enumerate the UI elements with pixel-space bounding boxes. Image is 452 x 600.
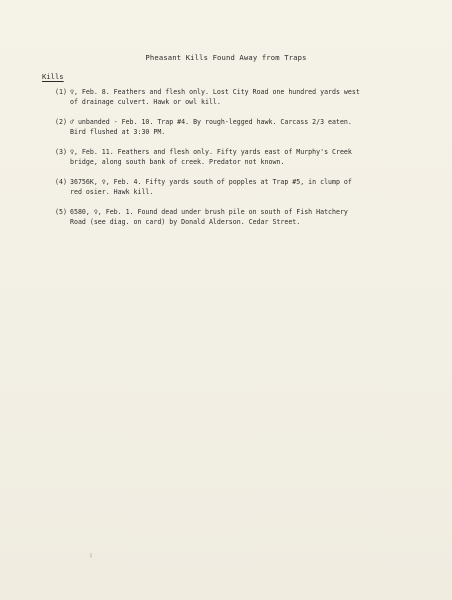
entry-number: (2) (55, 118, 67, 126)
entry-text (70, 178, 400, 197)
entry-number: (5) (55, 208, 67, 216)
list-item (55, 208, 400, 227)
page-title: Pheasant Kills Found Away from Traps (145, 53, 307, 62)
paper-mark (90, 553, 92, 558)
list-item (55, 178, 400, 197)
entry-line: 36756K, ♀, Feb. 4. Fifty yards south of popples at Trap #5, in clump of (70, 178, 352, 186)
entry-line: Road (see diag. on card) by Donald Alderson. Cedar Street. (70, 217, 301, 226)
entry-line: of drainage culvert. Hawk or owl kill. (70, 97, 221, 106)
list-item (55, 118, 400, 137)
kills-list (55, 88, 400, 238)
entry-line: 6580, ♀, Feb. 1. Found dead under brush pile on south of Fish Hatchery (70, 208, 348, 216)
entry-line: ♀, Feb. 11. Feathers and flesh only. Fifty yards east of Murphy's Creek (70, 148, 352, 156)
list-item (55, 148, 400, 167)
entry-number: (3) (55, 148, 67, 156)
entry-text (70, 118, 400, 137)
entry-text (70, 148, 400, 167)
entry-line: red osier. Hawk kill. (70, 187, 154, 196)
entry-text (70, 88, 400, 107)
entry-line: Bird flushed at 3:30 PM. (70, 127, 166, 136)
entry-line: ♂ unbanded - Feb. 10. Trap #4. By rough-legged hawk. Carcass 2/3 eaten. (70, 118, 352, 126)
section-heading-kills: Kills (42, 72, 64, 81)
entry-text (70, 208, 400, 227)
entry-number: (1) (55, 88, 67, 96)
list-item (55, 88, 400, 107)
entry-line: bridge, along south bank of creek. Predator not known. (70, 157, 285, 166)
entry-line: ♀, Feb. 8. Feathers and flesh only. Lost City Road one hundred yards west (70, 88, 360, 96)
entry-number: (4) (55, 178, 67, 186)
